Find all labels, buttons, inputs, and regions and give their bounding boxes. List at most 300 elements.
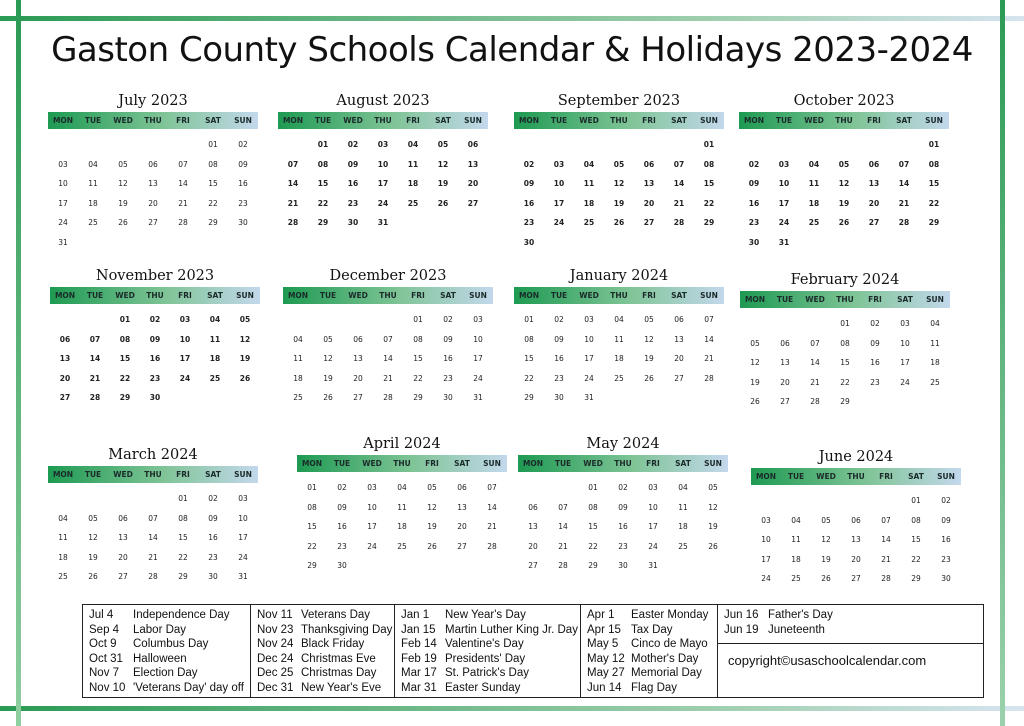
day-cell: 27 bbox=[118, 572, 128, 581]
day-cell: 04 bbox=[583, 159, 595, 169]
holiday-date: Sep 4 bbox=[89, 623, 120, 636]
day-cell: 05 bbox=[323, 334, 333, 344]
day-cell: 12 bbox=[644, 334, 654, 344]
day-cell: 20 bbox=[674, 354, 684, 363]
holiday-row bbox=[89, 666, 250, 681]
day-cell: 15 bbox=[703, 179, 715, 188]
day-cell: 24 bbox=[377, 198, 389, 208]
weekday-label: WED bbox=[805, 295, 825, 304]
holiday-name: Tax Day bbox=[631, 623, 673, 636]
weekday-label: WED bbox=[583, 459, 603, 468]
holiday-date: Nov 10 bbox=[89, 681, 126, 694]
day-cell: 06 bbox=[353, 334, 363, 344]
empty-cell bbox=[799, 135, 829, 155]
weekday-label: SUN bbox=[925, 116, 943, 125]
weekday-label: FRI bbox=[425, 459, 439, 468]
day-cell: 19 bbox=[838, 198, 850, 208]
empty-cell bbox=[544, 135, 574, 155]
day-cell: 07 bbox=[558, 502, 568, 512]
month-april-2024 bbox=[297, 433, 507, 576]
holiday-row bbox=[401, 652, 580, 667]
day-cell: 12 bbox=[118, 179, 128, 188]
weekday-label: SAT bbox=[454, 459, 470, 468]
weekday-label: THU bbox=[146, 291, 164, 300]
day-cell: 27 bbox=[674, 373, 684, 383]
month-title: December 2023 bbox=[329, 268, 447, 284]
empty-cell bbox=[373, 310, 403, 330]
day-cell: 26 bbox=[821, 574, 831, 583]
day-cell: 13 bbox=[851, 535, 861, 544]
day-cell: 21 bbox=[810, 377, 820, 387]
day-cell: 18 bbox=[808, 198, 820, 208]
day-cell: 27 bbox=[528, 561, 538, 570]
weekday-label: SUN bbox=[234, 116, 252, 125]
day-cell: 18 bbox=[614, 354, 624, 363]
day-cell: 13 bbox=[467, 159, 479, 169]
day-cell: 08 bbox=[413, 334, 423, 344]
holiday-row bbox=[257, 637, 394, 652]
day-cell: 17 bbox=[761, 554, 771, 564]
day-cell: 21 bbox=[383, 373, 393, 383]
day-cell: 14 bbox=[558, 522, 568, 531]
day-cell: 25 bbox=[397, 541, 407, 551]
copyright-text: copyright©usaschoolcalendar.com bbox=[728, 653, 927, 668]
day-cell: 06 bbox=[118, 513, 128, 523]
day-cell: 30 bbox=[443, 393, 453, 402]
day-cell: 11 bbox=[397, 502, 407, 512]
holiday-name: Christmas Day bbox=[301, 667, 377, 679]
day-cell: 06 bbox=[643, 159, 655, 169]
day-cell: 29 bbox=[928, 218, 940, 227]
weekday-label: THU bbox=[610, 291, 628, 300]
day-cell: 08 bbox=[524, 334, 534, 344]
day-grid bbox=[514, 310, 724, 408]
day-cell: 07 bbox=[89, 334, 101, 344]
day-cell: 27 bbox=[59, 393, 71, 402]
day-cell: 05 bbox=[239, 315, 251, 324]
day-cell: 15 bbox=[208, 179, 218, 188]
weekday-label: SAT bbox=[908, 472, 924, 481]
holiday-name: Columbus Day bbox=[133, 638, 209, 650]
day-cell: 06 bbox=[780, 338, 790, 348]
holiday-date: Dec 25 bbox=[257, 667, 294, 679]
day-grid bbox=[297, 478, 507, 576]
weekday-label: TUE bbox=[84, 470, 102, 479]
weekday-label: WED bbox=[348, 291, 368, 300]
day-cell: 07 bbox=[881, 515, 891, 525]
month-september-2023 bbox=[514, 90, 724, 252]
holiday-row bbox=[724, 623, 983, 638]
holiday-column bbox=[395, 605, 581, 697]
holiday-name: Mother's Day bbox=[631, 652, 699, 665]
day-cell: 26 bbox=[613, 218, 625, 227]
weekday-label: FRI bbox=[879, 472, 893, 481]
weekday-header bbox=[740, 291, 950, 308]
day-cell: 01 bbox=[317, 140, 329, 149]
day-cell: 08 bbox=[119, 334, 131, 344]
day-cell: 03 bbox=[238, 494, 248, 503]
weekday-label: FRI bbox=[411, 291, 425, 300]
day-cell: 27 bbox=[643, 218, 655, 227]
day-cell: 14 bbox=[810, 358, 820, 367]
empty-cell bbox=[80, 310, 110, 330]
day-cell: 22 bbox=[119, 373, 131, 383]
holiday-row bbox=[401, 623, 580, 638]
weekday-header bbox=[283, 287, 493, 304]
weekday-label: TUE bbox=[554, 459, 572, 468]
day-cell: 03 bbox=[761, 515, 771, 525]
month-title: August 2023 bbox=[336, 93, 430, 109]
divider bbox=[718, 643, 983, 644]
month-title: October 2023 bbox=[793, 93, 895, 109]
day-cell: 02 bbox=[618, 483, 628, 492]
day-cell: 15 bbox=[307, 522, 317, 531]
day-cell: 28 bbox=[810, 397, 820, 406]
day-cell: 26 bbox=[750, 397, 760, 406]
day-cell: 17 bbox=[584, 354, 594, 363]
day-cell: 23 bbox=[347, 198, 359, 208]
day-cell: 16 bbox=[337, 522, 347, 531]
day-cell: 11 bbox=[583, 179, 595, 188]
day-cell: 14 bbox=[898, 179, 910, 188]
day-cell: 18 bbox=[209, 354, 221, 363]
month-june-2024 bbox=[751, 446, 961, 589]
day-cell: 19 bbox=[239, 354, 251, 363]
weekday-header bbox=[739, 112, 949, 129]
day-cell: 21 bbox=[898, 198, 910, 208]
day-cell: 11 bbox=[209, 334, 221, 344]
day-cell: 05 bbox=[838, 159, 850, 169]
weekday-label: THU bbox=[610, 116, 628, 125]
weekday-label: THU bbox=[836, 295, 854, 304]
day-cell: 19 bbox=[323, 373, 333, 383]
day-cell: 27 bbox=[457, 541, 467, 551]
weekday-header bbox=[50, 287, 260, 304]
day-cell: 17 bbox=[473, 354, 483, 363]
weekday-label: MON bbox=[287, 291, 309, 300]
day-cell: 15 bbox=[178, 533, 188, 542]
day-cell: 23 bbox=[208, 552, 218, 562]
month-title: January 2024 bbox=[569, 268, 669, 284]
day-cell: 07 bbox=[383, 334, 393, 344]
day-cell: 29 bbox=[524, 393, 534, 402]
day-cell: 07 bbox=[810, 338, 820, 348]
day-cell: 26 bbox=[838, 218, 850, 227]
day-cell: 06 bbox=[851, 515, 861, 525]
weekday-label: FRI bbox=[867, 116, 881, 125]
day-cell: 08 bbox=[307, 502, 317, 512]
day-cell: 03 bbox=[367, 483, 377, 492]
day-cell: 01 bbox=[208, 140, 218, 149]
day-cell: 01 bbox=[178, 494, 188, 503]
holiday-date: Dec 31 bbox=[257, 681, 294, 694]
month-february-2024 bbox=[740, 269, 950, 412]
day-cell: 02 bbox=[748, 159, 760, 169]
day-cell: 07 bbox=[287, 159, 299, 169]
day-cell: 25 bbox=[808, 218, 820, 227]
day-cell: 16 bbox=[748, 198, 760, 208]
empty-cell bbox=[859, 135, 889, 155]
weekday-label: TUE bbox=[776, 295, 794, 304]
day-cell: 17 bbox=[377, 179, 389, 188]
holiday-name: 'Veterans Day' day off bbox=[133, 681, 244, 694]
month-july-2023 bbox=[48, 90, 258, 252]
day-cell: 26 bbox=[323, 393, 333, 402]
day-cell: 14 bbox=[487, 502, 497, 512]
day-cell: 06 bbox=[148, 159, 158, 169]
weekday-header bbox=[297, 455, 507, 472]
holiday-date: Apr 15 bbox=[587, 623, 621, 636]
day-cell: 31 bbox=[58, 237, 68, 247]
day-cell: 26 bbox=[239, 373, 251, 383]
day-grid bbox=[48, 489, 258, 587]
empty-cell bbox=[138, 489, 168, 509]
day-cell: 25 bbox=[58, 572, 68, 581]
frame-left-border bbox=[16, 0, 21, 726]
day-cell: 05 bbox=[750, 338, 760, 348]
weekday-header bbox=[278, 112, 488, 129]
weekday-label: WED bbox=[113, 470, 133, 479]
day-cell: 03 bbox=[473, 315, 483, 324]
month-title: April 2024 bbox=[363, 436, 441, 452]
day-cell: 11 bbox=[930, 338, 940, 348]
holiday-date: Jun 14 bbox=[587, 681, 622, 694]
day-cell: 02 bbox=[941, 496, 951, 505]
day-cell: 10 bbox=[58, 179, 68, 188]
month-title: July 2023 bbox=[118, 93, 188, 109]
day-cell: 06 bbox=[59, 334, 71, 344]
day-cell: 25 bbox=[930, 377, 940, 387]
day-cell: 22 bbox=[911, 554, 921, 564]
day-cell: 13 bbox=[457, 502, 467, 512]
month-august-2023 bbox=[278, 90, 488, 233]
month-title: May 2024 bbox=[586, 436, 660, 452]
holiday-row bbox=[89, 681, 250, 696]
month-title: March 2024 bbox=[108, 447, 198, 463]
day-cell: 30 bbox=[523, 237, 535, 247]
day-cell: 12 bbox=[323, 354, 333, 363]
empty-cell bbox=[634, 135, 664, 155]
day-cell: 09 bbox=[870, 338, 880, 348]
day-cell: 15 bbox=[928, 179, 940, 188]
day-cell: 11 bbox=[808, 179, 820, 188]
day-grid bbox=[739, 135, 949, 252]
weekday-label: MON bbox=[522, 459, 544, 468]
day-cell: 06 bbox=[528, 502, 538, 512]
day-cell: 09 bbox=[554, 334, 564, 344]
day-cell: 22 bbox=[703, 198, 715, 208]
holiday-name: Christmas Eve bbox=[301, 652, 376, 665]
day-cell: 15 bbox=[911, 535, 921, 544]
day-cell: 01 bbox=[840, 319, 850, 328]
day-cell: 10 bbox=[179, 334, 191, 344]
weekday-label: FRI bbox=[406, 116, 420, 125]
empty-cell bbox=[283, 310, 313, 330]
empty-cell bbox=[168, 135, 198, 155]
weekday-header bbox=[48, 112, 258, 129]
holiday-date: Oct 9 bbox=[89, 638, 117, 650]
holiday-row bbox=[401, 681, 580, 696]
day-cell: 05 bbox=[821, 515, 831, 525]
day-cell: 23 bbox=[337, 541, 347, 551]
day-cell: 28 bbox=[704, 373, 714, 383]
weekday-label: WED bbox=[113, 116, 133, 125]
day-cell: 11 bbox=[58, 533, 68, 542]
day-cell: 12 bbox=[613, 179, 625, 188]
day-cell: 04 bbox=[58, 513, 68, 523]
day-cell: 02 bbox=[238, 140, 248, 149]
weekday-label: SAT bbox=[440, 291, 456, 300]
holiday-column bbox=[83, 605, 251, 697]
weekday-label: SUN bbox=[483, 459, 501, 468]
holiday-date: Jan 1 bbox=[401, 609, 430, 621]
day-cell: 13 bbox=[528, 522, 538, 531]
holiday-date: May 5 bbox=[587, 638, 619, 650]
day-cell: 24 bbox=[553, 218, 565, 227]
day-cell: 22 bbox=[524, 373, 534, 383]
weekday-label: WED bbox=[115, 291, 135, 300]
holiday-date: May 12 bbox=[587, 652, 625, 665]
day-cell: 19 bbox=[750, 377, 760, 387]
weekday-label: MON bbox=[744, 295, 766, 304]
day-cell: 22 bbox=[208, 198, 218, 208]
weekday-label: THU bbox=[614, 459, 632, 468]
day-cell: 03 bbox=[377, 140, 389, 149]
day-grid bbox=[740, 314, 950, 412]
day-cell: 09 bbox=[208, 513, 218, 523]
day-cell: 21 bbox=[558, 541, 568, 551]
day-cell: 07 bbox=[487, 483, 497, 492]
frame-top-border bbox=[0, 16, 1024, 21]
day-cell: 18 bbox=[407, 179, 419, 188]
frame-right-border bbox=[1000, 0, 1005, 726]
day-cell: 06 bbox=[868, 159, 880, 169]
day-cell: 30 bbox=[554, 393, 564, 402]
day-cell: 12 bbox=[821, 535, 831, 544]
day-grid bbox=[50, 310, 260, 408]
day-cell: 21 bbox=[673, 198, 685, 208]
day-cell: 29 bbox=[178, 572, 188, 581]
month-title: November 2023 bbox=[95, 268, 215, 284]
holiday-name: Veterans Day bbox=[301, 609, 371, 621]
holiday-row bbox=[587, 623, 717, 638]
holiday-row bbox=[587, 652, 717, 667]
holiday-row bbox=[257, 652, 394, 667]
day-cell: 13 bbox=[868, 179, 880, 188]
day-grid bbox=[514, 135, 724, 252]
day-cell: 14 bbox=[287, 179, 299, 188]
weekday-label: THU bbox=[393, 459, 411, 468]
day-cell: 10 bbox=[778, 179, 790, 188]
day-cell: 20 bbox=[148, 198, 158, 208]
holiday-date: Nov 23 bbox=[257, 623, 294, 636]
weekday-label: SUN bbox=[937, 472, 955, 481]
weekday-label: FRI bbox=[642, 291, 656, 300]
day-cell: 24 bbox=[648, 541, 658, 551]
empty-cell bbox=[78, 489, 108, 509]
holiday-row bbox=[89, 608, 250, 623]
day-cell: 22 bbox=[178, 552, 188, 562]
weekday-label: MON bbox=[301, 459, 323, 468]
day-cell: 08 bbox=[178, 513, 188, 523]
day-grid bbox=[751, 491, 961, 589]
day-grid bbox=[283, 310, 493, 408]
weekday-label: SAT bbox=[671, 291, 687, 300]
day-cell: 06 bbox=[674, 315, 684, 324]
holiday-row bbox=[724, 608, 983, 623]
day-cell: 07 bbox=[673, 159, 685, 169]
day-cell: 21 bbox=[704, 354, 714, 363]
day-cell: 20 bbox=[643, 198, 655, 208]
day-cell: 20 bbox=[118, 552, 128, 562]
day-cell: 25 bbox=[614, 373, 624, 383]
empty-cell bbox=[889, 135, 919, 155]
day-cell: 23 bbox=[748, 218, 760, 227]
day-cell: 23 bbox=[149, 373, 161, 383]
weekday-label: SAT bbox=[205, 116, 221, 125]
day-cell: 22 bbox=[413, 373, 423, 383]
holiday-date: Jun 19 bbox=[724, 623, 759, 636]
day-cell: 31 bbox=[648, 561, 658, 570]
day-cell: 21 bbox=[148, 552, 158, 562]
day-cell: 08 bbox=[928, 159, 940, 169]
empty-cell bbox=[108, 135, 138, 155]
holiday-name: New Year's Eve bbox=[301, 681, 382, 694]
holiday-column bbox=[251, 605, 395, 697]
day-grid bbox=[518, 478, 728, 576]
holiday-column bbox=[581, 605, 718, 697]
day-cell: 24 bbox=[58, 218, 68, 227]
day-cell: 11 bbox=[293, 354, 303, 363]
day-cell: 12 bbox=[708, 502, 718, 512]
empty-cell bbox=[739, 135, 769, 155]
day-cell: 19 bbox=[427, 522, 437, 531]
weekday-label: MON bbox=[518, 291, 540, 300]
day-cell: 30 bbox=[337, 561, 347, 570]
weekday-header bbox=[518, 455, 728, 472]
day-cell: 23 bbox=[870, 377, 880, 387]
day-cell: 30 bbox=[941, 574, 951, 583]
day-cell: 15 bbox=[588, 522, 598, 531]
day-cell: 02 bbox=[870, 319, 880, 328]
weekday-header bbox=[514, 112, 724, 129]
day-cell: 31 bbox=[473, 393, 483, 402]
empty-cell bbox=[781, 491, 811, 511]
holiday-date: Jul 4 bbox=[89, 609, 114, 621]
weekday-label: SUN bbox=[700, 116, 718, 125]
day-cell: 04 bbox=[614, 315, 624, 324]
day-cell: 28 bbox=[89, 393, 101, 402]
day-cell: 24 bbox=[584, 373, 594, 383]
day-cell: 28 bbox=[287, 218, 299, 227]
day-cell: 18 bbox=[397, 522, 407, 531]
day-cell: 04 bbox=[209, 315, 221, 324]
empty-cell bbox=[751, 491, 781, 511]
weekday-label: THU bbox=[379, 291, 397, 300]
day-cell: 01 bbox=[524, 315, 534, 324]
empty-cell bbox=[548, 478, 578, 498]
day-cell: 16 bbox=[238, 179, 248, 188]
empty-cell bbox=[604, 135, 634, 155]
day-cell: 14 bbox=[881, 535, 891, 544]
weekday-label: THU bbox=[847, 472, 865, 481]
weekday-label: THU bbox=[144, 470, 162, 479]
weekday-header bbox=[48, 466, 258, 483]
day-cell: 28 bbox=[881, 574, 891, 583]
weekday-label: TUE bbox=[84, 116, 102, 125]
day-cell: 20 bbox=[780, 377, 790, 387]
holiday-name: Independence Day bbox=[133, 609, 230, 621]
